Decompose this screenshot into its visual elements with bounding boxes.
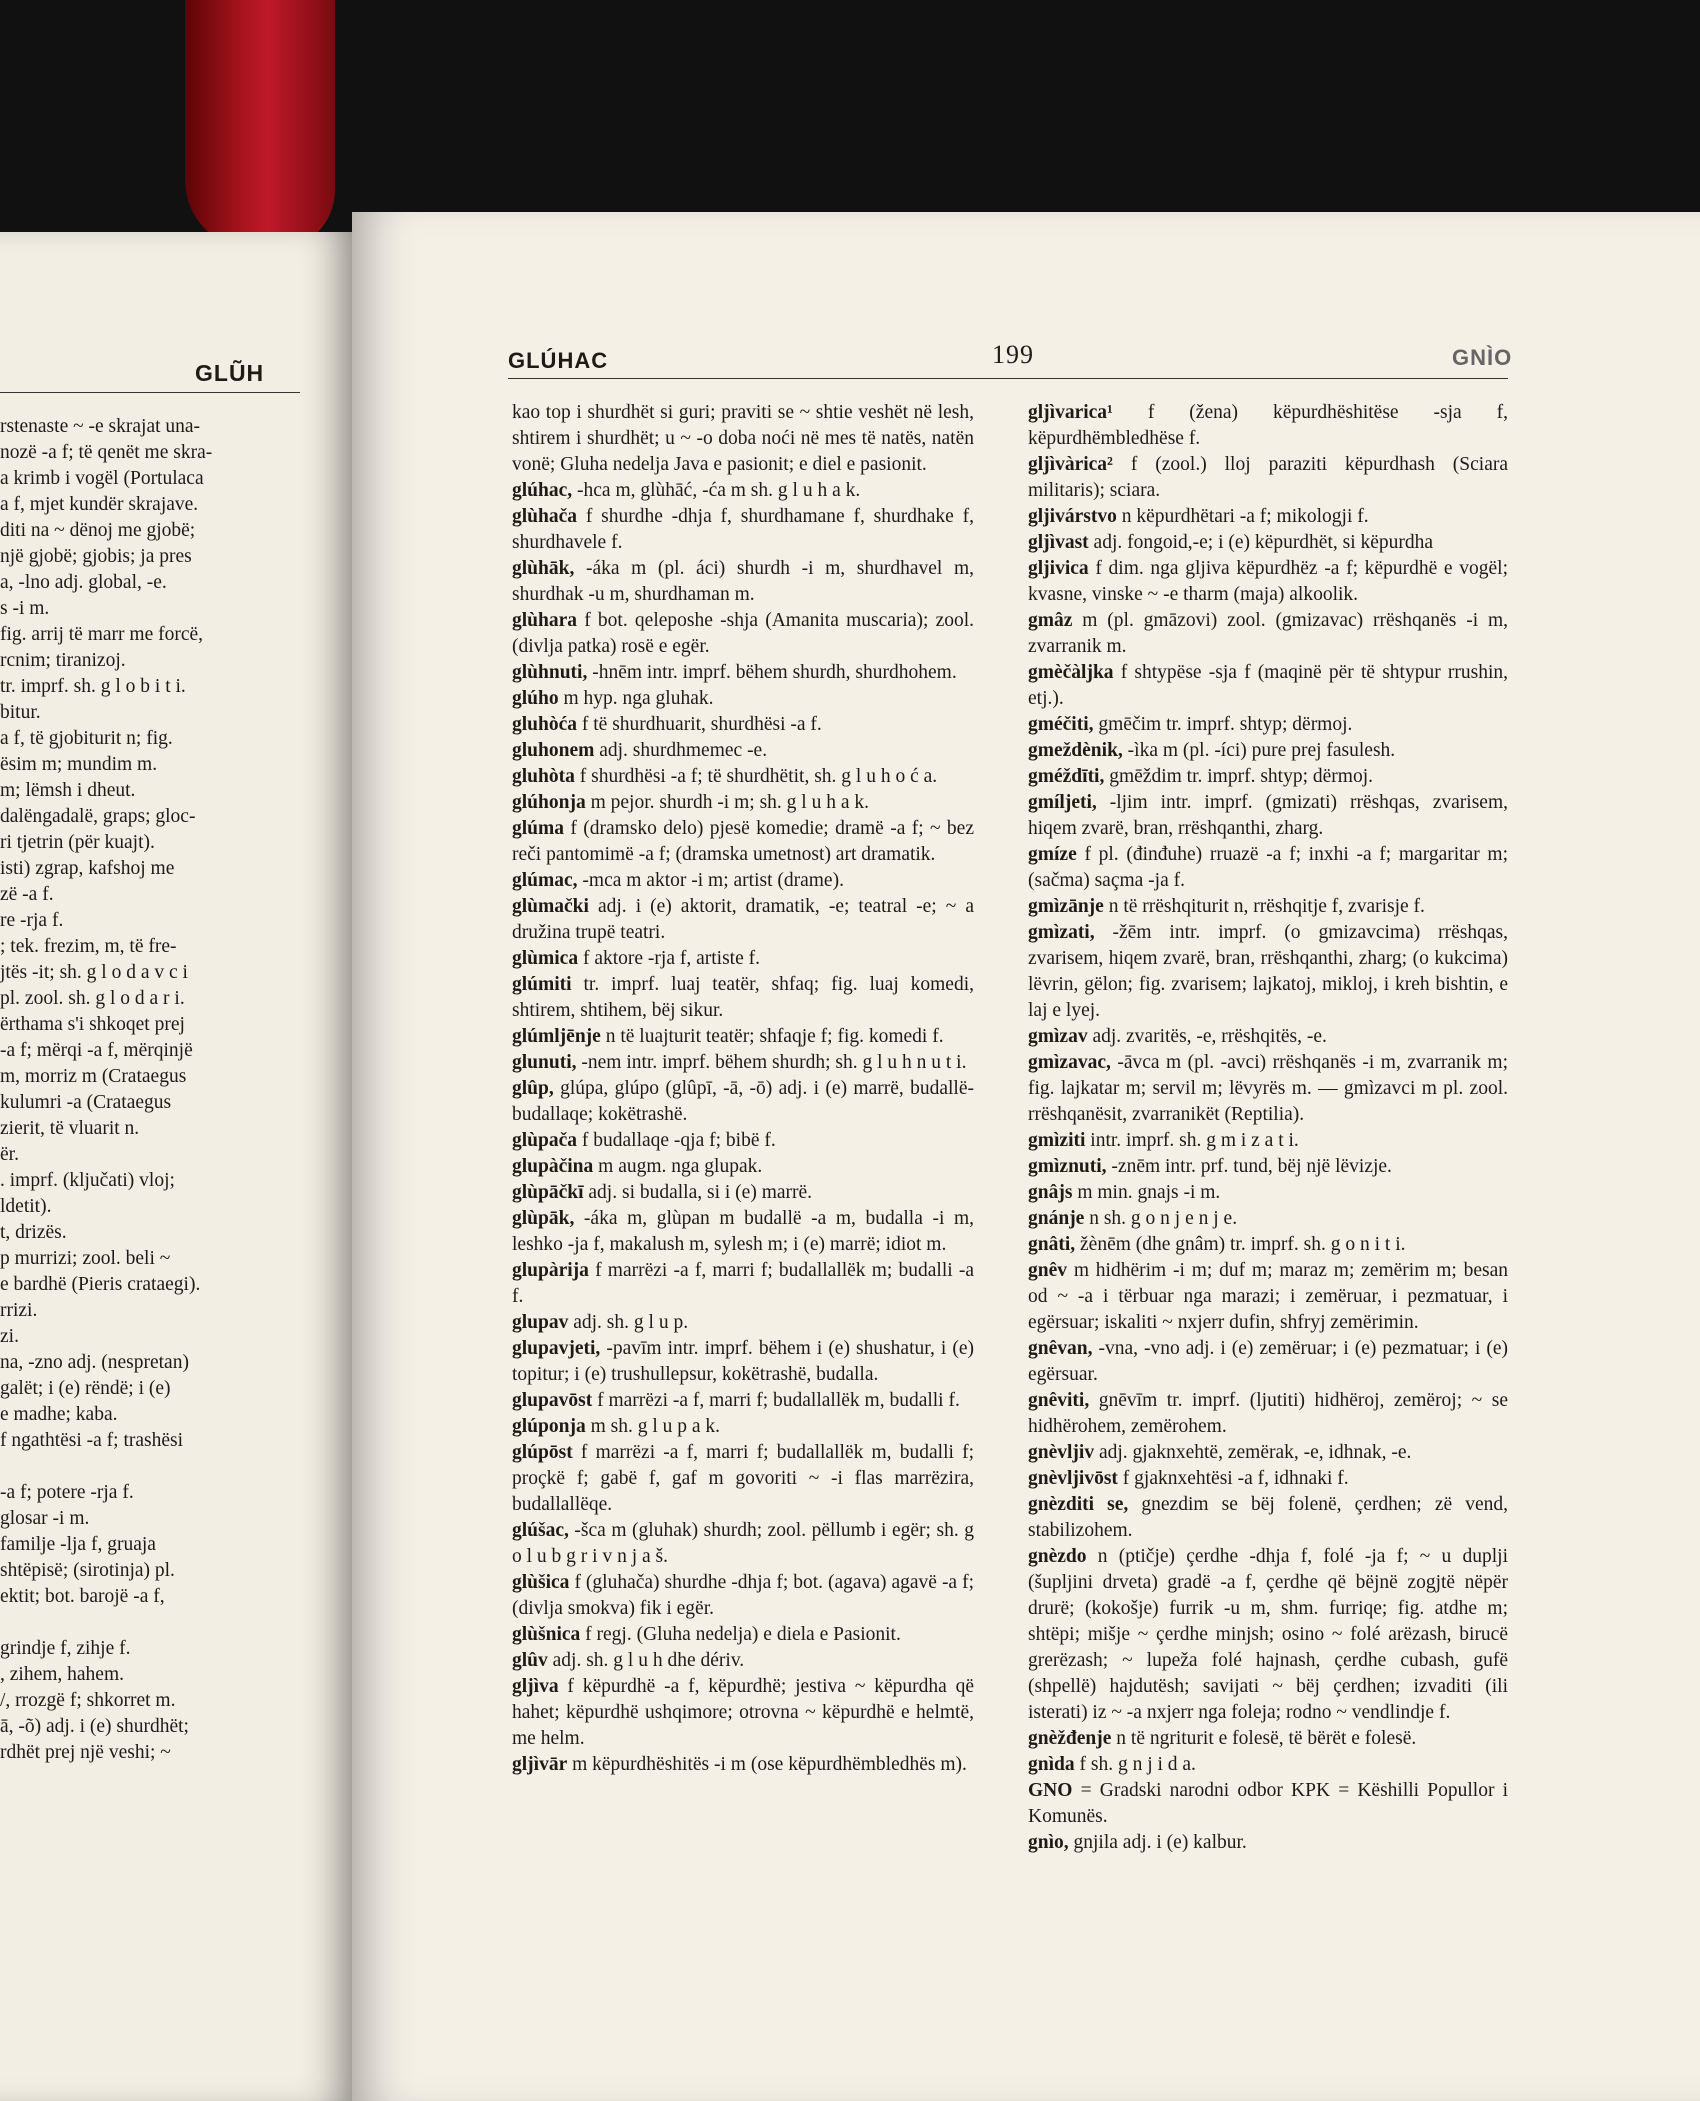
entry-definition: -žēm intr. imprf. (o gmizavcima) rrëshqas, zvarisem, hiqem zvarë, bran, rrëshqanthi, zharg; (o kukcima) lëvrin, gëlon; fig. zvarisem; lajkatoj, mikloj, i kreh bishtin, e laj e lyej. [1028, 922, 1509, 1021]
entry-definition: f (žena) këpurdhëshitëse -sja f, këpurdhëmbledhëse f. [1028, 402, 1508, 449]
entry-headword: gnèvljiv [1028, 1442, 1095, 1463]
entry-definition: m (pl. gmāzovi) zool. (gmizavac) rrëshqanës -i m, zvarranik m. [1028, 610, 1509, 657]
entry-definition: f marrëzi -a f, marri f; budallallëk m; budalli -a f. [512, 1260, 975, 1307]
entry-definition: m sh. g l u p a k. [590, 1416, 721, 1437]
dictionary-entry [1028, 1024, 1508, 1050]
dictionary-entry [1028, 1050, 1508, 1128]
left-column-line: ërthama s'i shkoqet prej [0, 1014, 185, 1035]
left-column-line: grindje f, zihje f. [0, 1638, 131, 1659]
page-number: 199 [992, 340, 1034, 369]
entry-headword: gmìzav [1028, 1026, 1088, 1047]
entry-definition: adj. si budalla, si i (e) marrë. [588, 1182, 813, 1203]
left-column-line: galët; i (e) rëndë; i (e) [0, 1378, 171, 1399]
entry-definition: f marrëzi -a f, marri f; budallallëk m, budalli f; proçkë f; gabë f, gaf m govoriti ~ -i flas marrëzira, budallallëqe. [512, 1442, 975, 1515]
left-column-line: rrizi. [0, 1300, 38, 1321]
left-column-line: a krimb i vogël (Portulaca [0, 468, 204, 489]
dictionary-entry [512, 1570, 974, 1622]
entry-definition: m min. gnajs -i m. [1077, 1182, 1221, 1203]
dictionary-entry [512, 1674, 974, 1752]
dictionary-entry [1028, 842, 1508, 894]
entry-headword: glúho [512, 688, 559, 709]
entry-definition: -mca m aktor -i m; artist (drame). [582, 870, 844, 891]
left-column-line: zierit, të vluarit n. [0, 1118, 140, 1139]
right-running-head-left: GLÚHAC [508, 348, 609, 373]
entry-definition: glúpa, glúpo (glûpī, -ā, -ō) adj. i (e) marrë, budallë-budallaqe; kokëtrashë. [512, 1078, 974, 1125]
entry-headword: glúmljēnje [512, 1026, 601, 1047]
entry-definition: n këpurdhëtari -a f; mikologji f. [1121, 506, 1369, 527]
entry-definition: adj. i (e) aktorit, dramatik, -e; teatral -e; ~ a družina trupë teatri. [512, 896, 974, 943]
entry-headword: glupavjeti, [512, 1338, 601, 1359]
left-column-line: kulumri -a (Crataegus [0, 1092, 172, 1113]
left-column-line: ësim m; mundim m. [0, 754, 158, 775]
dictionary-column-b [1028, 400, 1508, 1856]
left-column-line: , zihem, hahem. [0, 1664, 124, 1685]
entry-headword: gljìvār [512, 1754, 568, 1775]
entry-definition: m pejor. shurdh -i m; sh. g l u h a k. [590, 792, 869, 813]
entry-definition: tr. imprf. luaj teatër, shfaq; fig. luaj komedi, shtirem, shtihem, bëj sikur. [512, 974, 974, 1021]
dictionary-entry [1028, 1726, 1508, 1752]
left-column-line: na, -zno adj. (nespretan) [0, 1352, 189, 1373]
dictionary-entry [1028, 1778, 1508, 1830]
entry-headword: gljivica [1028, 558, 1089, 579]
entry-headword: gnâjs [1028, 1182, 1073, 1203]
entry-definition: -šca m (gluhak) shurdh; zool. pëllumb i egër; sh. g o l u b g r i v n j a š. [512, 1520, 974, 1567]
dictionary-entry [1028, 1830, 1508, 1856]
entry-definition: -āvca m (pl. -avci) rrëshqanës -i m, zvarranik m; fig. lajkatar m; servil m; lëvyrës m. — gmìzavci m pl. zool. rrëshqanësit, zvarranikët (Reptilia). [1028, 1052, 1508, 1125]
dictionary-entry [512, 816, 974, 868]
left-column-line: pl. zool. sh. g l o d a r i. [0, 988, 185, 1009]
entry-definition: f të shurdhuarit, shurdhësi -a f. [581, 714, 822, 735]
entry-definition: m augm. nga glupak. [598, 1156, 763, 1177]
left-column-line: bitur. [0, 702, 41, 723]
left-column-line: ër. [0, 1144, 19, 1165]
entry-definition: gmēždim tr. imprf. shtyp; dërmoj. [1109, 766, 1373, 787]
right-page [352, 212, 1700, 2101]
entry-headword: glùšica [512, 1572, 570, 1593]
right-header-rule [508, 378, 1508, 379]
dictionary-entry [512, 556, 974, 608]
left-column-line: glosar -i m. [0, 1508, 90, 1529]
entry-headword: gluhòta [512, 766, 575, 787]
dictionary-entry [512, 1180, 974, 1206]
entry-headword: glùhača [512, 506, 578, 527]
entry-headword: glúponja [512, 1416, 586, 1437]
entry-definition: f budallaqe -qja f; bibë f. [581, 1130, 776, 1151]
entry-definition: n (ptičje) çerdhe -dhja f, folé -ja f; ~ u duplji (šupljini drveta) gradë -a f, çerdhe që bëjnë zogjtë nëpër drurë; (kokošje) furrik -u m, shm. furriqe; fig. atdhe m; shtëpi; mišje ~ çerdhe minjsh; osino ~ folé arëzash, birucë grerëzash; ~ lupeža folé hajnash, çerdhe cubash, gufë (shpellë) hajdutësh; savijati ~ bëj çerdhen; izvaditi (ili isterati) iz ~ -a nxjerr nga foleja; rodno ~ vendlindje f. [1028, 1546, 1509, 1723]
dictionary-entry [512, 660, 974, 686]
left-column-line: zë -a f. [0, 884, 54, 905]
dictionary-entry [512, 1440, 974, 1518]
entry-definition: = Gradski narodni odbor KPK = Këshilli Popullor i Komunës. [1028, 1780, 1509, 1827]
left-column-line: ri tjetrin (për kuajt). [0, 832, 155, 853]
entry-headword: gnèžđenje [1028, 1728, 1112, 1749]
entry-definition: n të rrëshqiturit n, rrëshqitje f, zvarisje f. [1108, 896, 1425, 917]
entry-headword: glùpāk, [512, 1208, 575, 1229]
dictionary-entry [512, 868, 974, 894]
left-column-line: p murrizi; zool. beli ~ [0, 1248, 171, 1269]
left-column-line: t, drizës. [0, 1222, 67, 1243]
entry-headword: gnìo, [1028, 1832, 1069, 1853]
dictionary-entry [1028, 1258, 1508, 1336]
dictionary-entry [1028, 1232, 1508, 1258]
entry-headword: gnâti, [1028, 1234, 1076, 1255]
left-column-line: diti na ~ dënoj me gjobë; [0, 520, 196, 541]
entry-definition: -hca m, glùhāć, -ća m sh. g l u h a k. [577, 480, 861, 501]
entry-headword: glúpōst [512, 1442, 573, 1463]
entry-headword: glúšac, [512, 1520, 569, 1541]
left-header-rule [0, 392, 300, 393]
dictionary-entry [1028, 1440, 1508, 1466]
entry-headword: glúma [512, 818, 565, 839]
entry-definition: f gjaknxehtësi -a f, idhnaki f. [1122, 1468, 1349, 1489]
left-column-line: rcnim; tiranizoj. [0, 650, 126, 671]
dictionary-entry [1028, 1128, 1508, 1154]
left-column-line [0, 1454, 270, 1480]
left-column-line: rdhët prej një veshi; ~ [0, 1742, 171, 1763]
entry-definition: -áka m, glùpan m budallë -a m, budalla -i m, leshko -ja f, makalush m, sylesh m; i (e) marrë; idiot m. [512, 1208, 974, 1255]
entry-definition: f shurdhësi -a f; të shurdhëtit, sh. g l u h o ć a. [579, 766, 938, 787]
dictionary-entry [1028, 712, 1508, 738]
dictionary-entry [1028, 608, 1508, 660]
dictionary-entry [512, 1050, 974, 1076]
entry-headword: gljìva [512, 1676, 559, 1697]
entry-headword: glùpača [512, 1130, 578, 1151]
dictionary-entry [512, 894, 974, 946]
dictionary-entry [512, 478, 974, 504]
entry-headword: glûv [512, 1650, 548, 1671]
entry-definition: gnezdim se bëj folenë, çerdhen; zë vend, stabilizohem. [1028, 1494, 1509, 1541]
left-column-line: -a f; potere -rja f. [0, 1482, 134, 1503]
dictionary-entry [512, 738, 974, 764]
entry-definition: žènēm (dhe gnâm) tr. imprf. sh. g o n i t i. [1080, 1234, 1406, 1255]
left-column-line: rstenaste ~ -e skrajat una- [0, 416, 201, 437]
left-column-line [0, 1610, 270, 1636]
dictionary-entry [1028, 452, 1508, 504]
left-column-line: shtëpisë; (sirotinja) pl. [0, 1560, 175, 1581]
dictionary-entry [512, 1414, 974, 1440]
entry-headword: glúhac, [512, 480, 573, 501]
entry-headword: gnêviti, [1028, 1390, 1090, 1411]
entry-headword: glupàčina [512, 1156, 594, 1177]
left-column-line: e bardhë (Pieris crataegi). [0, 1274, 201, 1295]
entry-definition: -ìka m (pl. -íci) pure prej fasulesh. [1127, 740, 1396, 761]
dictionary-entry [512, 1336, 974, 1388]
left-column-line: -a f; mërqi -a f, mërqinjë [0, 1040, 193, 1061]
entry-headword: GNO [1028, 1780, 1073, 1801]
dictionary-entry [512, 1310, 974, 1336]
left-column [0, 414, 270, 1766]
entry-definition: f (gluhača) shurdhe -dhja f; bot. (agava) agavë -a f; (divlja smokva) fik i egër. [512, 1572, 974, 1619]
dictionary-entry [1028, 1544, 1508, 1726]
left-page [0, 232, 352, 2101]
left-column-line: tr. imprf. sh. g l o b i t i. [0, 676, 186, 697]
left-column-line: nozë -a f; të qenët me skra- [0, 442, 213, 463]
left-column-line: dalëngadalë, graps; gloc- [0, 806, 196, 827]
dictionary-entry [1028, 1492, 1508, 1544]
left-column-line: a f, të gjobiturit n; fig. [0, 728, 173, 749]
entry-headword: gnèzditi se, [1028, 1494, 1129, 1515]
entry-headword: gmìzavac, [1028, 1052, 1111, 1073]
entry-headword: gljìvàrica² [1028, 454, 1113, 475]
entry-definition: n të luajturit teatër; shfaqje f; fig. komedi f. [605, 1026, 944, 1047]
entry-definition: adj. sh. g l u p. [573, 1312, 689, 1333]
left-column-line: një gjobë; gjobis; ja pres [0, 546, 192, 567]
entry-definition: f pl. (đinđuhe) rruazë -a f; inxhi -a f; margaritar m; (sačma) saçma -ja f. [1028, 844, 1509, 891]
dictionary-entry [1028, 1154, 1508, 1180]
left-column-line: a f, mjet kundër skrajave. [0, 494, 199, 515]
dictionary-entry [512, 764, 974, 790]
entry-definition: adj. zvaritës, -e, rrëshqitës, -e. [1092, 1026, 1327, 1047]
dictionary-entry [1028, 1180, 1508, 1206]
entry-headword: gnánje [1028, 1208, 1085, 1229]
dictionary-entry [512, 400, 974, 478]
left-column-line: f ngathtësi -a f; trashësi [0, 1430, 184, 1451]
entry-headword: gluhòća [512, 714, 578, 735]
left-column-line: jtës -it; sh. g l o d a v c i [0, 962, 188, 983]
dictionary-entry [1028, 1336, 1508, 1388]
left-column-line: . imprf. (ključati) vloj; [0, 1170, 175, 1191]
entry-headword: gmíze [1028, 844, 1077, 865]
entry-definition: adj. shurdhmemec -e. [599, 740, 768, 761]
entry-headword: gmìziti [1028, 1130, 1086, 1151]
entry-definition: m hyp. nga gluhak. [563, 688, 714, 709]
entry-definition: gnēvīm tr. imprf. (ljutiti) hidhëroj, zemëroj; ~ se hidhërohem, zemërohem. [1028, 1390, 1509, 1437]
entry-definition: -znēm intr. prf. tund, bëj një lëvizje. [1111, 1156, 1392, 1177]
dictionary-entry [1028, 894, 1508, 920]
entry-definition: f aktore -rja f, artiste f. [582, 948, 761, 969]
entry-headword: glùhara [512, 610, 578, 631]
entry-headword: glùmački [512, 896, 589, 917]
left-column-line: ldetit). [0, 1196, 52, 1217]
dictionary-entry [1028, 920, 1508, 1024]
entry-headword: gmeždènik, [1028, 740, 1123, 761]
dictionary-entry [512, 1076, 974, 1128]
dictionary-entry [512, 972, 974, 1024]
dictionary-entry [512, 1648, 974, 1674]
entry-headword: gnêv [1028, 1260, 1067, 1281]
entry-definition: gnjila adj. i (e) kalbur. [1073, 1832, 1247, 1853]
dictionary-entry [512, 1258, 974, 1310]
entry-headword: gljìvast [1028, 532, 1089, 553]
entry-headword: gnìda [1028, 1754, 1075, 1775]
dictionary-entry [512, 1206, 974, 1258]
entry-definition: intr. imprf. sh. g m i z a t i. [1090, 1130, 1299, 1151]
entry-headword: glúmiti [512, 974, 572, 995]
dictionary-entry [512, 712, 974, 738]
entry-headword: gméčiti, [1028, 714, 1094, 735]
dictionary-entry [1028, 764, 1508, 790]
entry-headword: gnèvljivōst [1028, 1468, 1118, 1489]
entry-definition: n të ngriturit e folesë, të bërët e folesë. [1116, 1728, 1417, 1749]
right-running-head-right: GNÌO [1452, 345, 1513, 370]
entry-headword: glúhonja [512, 792, 586, 813]
entry-definition: f shtypëse -sja f (maqinë për të shtypur rrushin, etj.). [1028, 662, 1508, 709]
entry-headword: glunuti, [512, 1052, 577, 1073]
entry-definition: f (dramsko delo) pjesë komedie; dramë -a f; ~ bez reči pantomimë -a f; (dramska umetnost) art dramatik. [512, 818, 974, 865]
entry-definition: -pavīm intr. imprf. bëhem i (e) shushatur, i (e) topitur; i (e) trushullepsur, kokëtrashë, budalla. [512, 1338, 975, 1385]
dictionary-entry [1028, 556, 1508, 608]
entry-definition: adj. fongoid,-e; i (e) këpurdhët, si këpurdha [1093, 532, 1434, 553]
entry-definition: f shurdhe -dhja f, shurdhamane f, shurdhake f, shurdhavele f. [512, 506, 974, 553]
entry-definition: adj. sh. g l u h dhe dériv. [552, 1650, 745, 1671]
dictionary-entry [512, 1388, 974, 1414]
dictionary-entry [1028, 530, 1508, 556]
dictionary-entry [1028, 400, 1508, 452]
entry-definition: m këpurdhëshitës -i m (ose këpurdhëmbledhës m). [572, 1754, 967, 1775]
dictionary-column-a [512, 400, 974, 1778]
entry-definition: -vna, -vno adj. i (e) zemëruar; i (e) pezmatuar; i (e) egërsuar. [1028, 1338, 1508, 1385]
entry-definition: f (zool.) lloj paraziti këpurdhash (Sciara militaris); sciara. [1028, 454, 1508, 501]
entry-definition: f regj. (Gluha nedelja) e diela e Pasionit. [585, 1624, 901, 1645]
left-column-line: familje -lja f, gruaja [0, 1534, 156, 1555]
dictionary-entry [1028, 660, 1508, 712]
left-column-line: fig. arrij të marr me forcë, [0, 624, 204, 645]
dictionary-entry [512, 1752, 974, 1778]
dictionary-entry [512, 504, 974, 556]
left-column-line: m; lëmsh i dheut. [0, 780, 136, 801]
entry-headword: glùmica [512, 948, 579, 969]
left-running-head: GLŨH [195, 360, 265, 386]
left-column-line: s -i m. [0, 598, 50, 619]
entry-definition: f marrëzi -a f, marri f; budallallëk m, budalli f. [597, 1390, 960, 1411]
entry-headword: gljìvarica¹ [1028, 402, 1113, 423]
dictionary-entry [1028, 1388, 1508, 1440]
left-column-line: ā, -õ) adj. i (e) shurdhët; [0, 1716, 189, 1737]
left-column-line: /, rrozgë f; shkorret m. [0, 1690, 176, 1711]
entry-headword: gnèzdo [1028, 1546, 1087, 1567]
dictionary-entry [512, 1024, 974, 1050]
entry-headword: gmâz [1028, 610, 1073, 631]
left-column-line: a, -lno adj. global, -e. [0, 572, 167, 593]
entry-definition: adj. gjaknxehtë, zemërak, -e, idhnak, -e. [1098, 1442, 1412, 1463]
dictionary-entry [512, 1518, 974, 1570]
left-column-line: ; tek. frezim, m, të fre- [0, 936, 177, 957]
dictionary-entry [1028, 790, 1508, 842]
entry-definition: f sh. g n j i d a. [1079, 1754, 1196, 1775]
entry-definition: f bot. qeleposhe -shja (Amanita muscaria); zool. (divlja patka) rosë e egër. [512, 610, 975, 657]
left-column-line: m, morriz m (Crataegus [0, 1066, 187, 1087]
entry-headword: gmíljeti, [1028, 792, 1097, 813]
entry-headword: gljivárstvo [1028, 506, 1117, 527]
entry-headword: glùpāčkī [512, 1182, 584, 1203]
entry-definition: n sh. g o n j e n j e. [1089, 1208, 1238, 1229]
entry-headword: gméždīti, [1028, 766, 1105, 787]
entry-definition: m hidhërim -i m; duf m; maraz m; zemërim m; besan od ~ -a i tërbuar nga marazi; i zemëruar, i pezmatuar, i egërsuar; iskaliti ~ nxjerr dufin, shfryj zemërimin. [1028, 1260, 1508, 1333]
dictionary-entry [512, 608, 974, 660]
entry-definition: -ljim intr. imprf. (gmizati) rrëshqas, zvarisem, hiqem zvarë, bran, rrëshqanthi, zharg. [1028, 792, 1508, 839]
entry-headword: gmèčàljka [1028, 662, 1114, 683]
entry-headword: glùšnica [512, 1624, 581, 1645]
left-column-line: zi. [0, 1326, 19, 1347]
entry-headword: glùhāk, [512, 558, 575, 579]
dictionary-entry [1028, 1752, 1508, 1778]
entry-definition: -áka m (pl. áci) shurdh -i m, shurdhavel m, shurdhak -u m, shurdhaman m. [512, 558, 975, 605]
entry-definition: -nem intr. imprf. bëhem shurdh; sh. g l u h n u t i. [581, 1052, 967, 1073]
entry-definition: kao top i shurdhët si guri; praviti se ~ shtie veshët në lesh, shtirem i shurdhët; u ~ -o doba noći në mes të natës, natën vonë; Gluha nedelja Java e pasionit; e diel e pasionit. [512, 402, 974, 475]
entry-definition: -hnēm intr. imprf. bëhem shurdh, shurdhohem. [592, 662, 957, 683]
dictionary-entry [1028, 1206, 1508, 1232]
dictionary-entry [1028, 504, 1508, 530]
entry-headword: glupàrija [512, 1260, 589, 1281]
entry-headword: glupav [512, 1312, 569, 1333]
entry-headword: gmìzānje [1028, 896, 1104, 917]
dictionary-entry [1028, 738, 1508, 764]
dictionary-entry [512, 1622, 974, 1648]
entry-headword: glupavōst [512, 1390, 593, 1411]
bookmark-ribbon [185, 0, 335, 250]
entry-headword: gluhonem [512, 740, 595, 761]
dictionary-entry [512, 790, 974, 816]
entry-definition: f dim. nga gljiva këpurdhëz -a f; këpurdhë e vogël; kvasne, vinske ~ -e tharm (maja) alkoolik. [1028, 558, 1508, 605]
left-column-line: isti) zgrap, kafshoj me [0, 858, 175, 879]
entry-headword: gnêvan, [1028, 1338, 1093, 1359]
left-column-line: ektit; bot. barojë -a f, [0, 1586, 165, 1607]
entry-headword: gmìznuti, [1028, 1156, 1107, 1177]
dictionary-entry [512, 1154, 974, 1180]
dictionary-entry [1028, 1466, 1508, 1492]
left-column-line: re -rja f. [0, 910, 64, 931]
dictionary-entry [512, 686, 974, 712]
entry-definition: f këpurdhë -a f, këpurdhë; jestiva ~ këpurdha që hahet; këpurdhë ushqimore; otrovna ~ këpurdhë e helmtë, me helm. [512, 1676, 974, 1749]
left-column-line: e madhe; kaba. [0, 1404, 118, 1425]
dictionary-entry [512, 946, 974, 972]
entry-headword: gmìzati, [1028, 922, 1095, 943]
entry-headword: glùhnuti, [512, 662, 588, 683]
dictionary-entry [512, 1128, 974, 1154]
entry-headword: glúmac, [512, 870, 578, 891]
entry-definition: gmēčim tr. imprf. shtyp; dërmoj. [1098, 714, 1353, 735]
entry-headword: glûp, [512, 1078, 554, 1099]
